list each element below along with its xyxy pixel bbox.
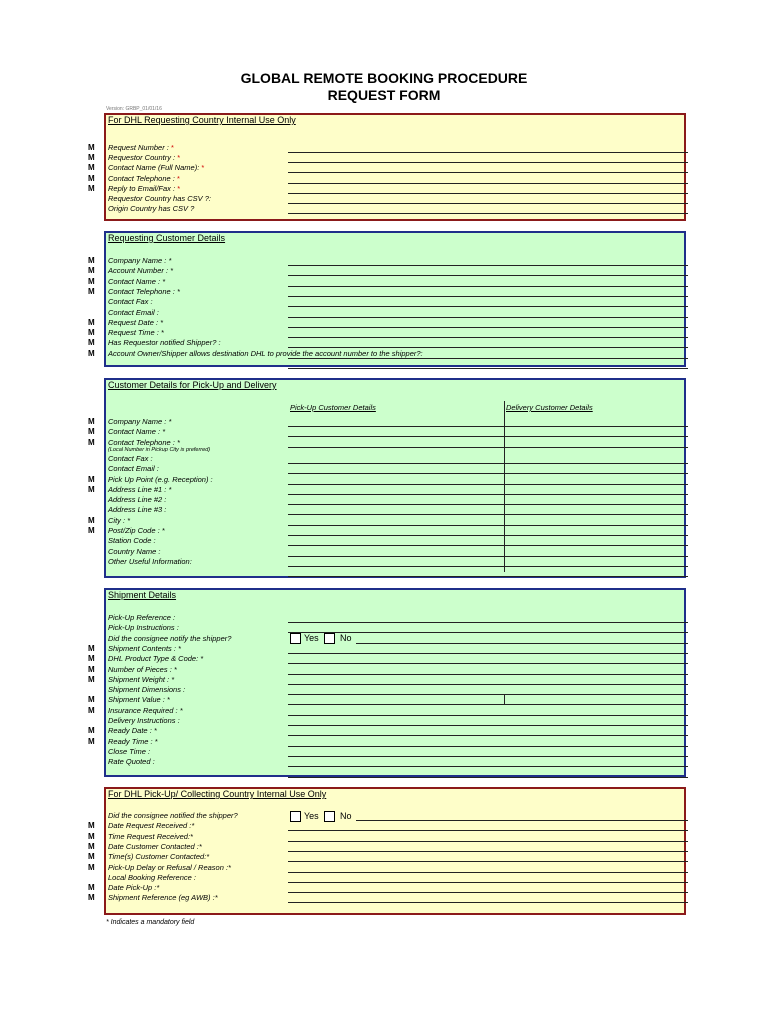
mandatory-marker: M	[88, 841, 95, 851]
field-label-text: Request Date : *	[108, 317, 164, 327]
field-input-line[interactable]	[288, 296, 688, 297]
field-label	[108, 842, 202, 851]
field-label	[108, 516, 130, 525]
field-label-text: City : *	[108, 515, 131, 525]
field-label	[108, 644, 181, 653]
field-input-line[interactable]	[288, 327, 688, 328]
field-label	[108, 832, 193, 841]
field-label-text: DHL Product Type & Code: *	[108, 654, 204, 664]
field-label	[108, 716, 180, 725]
section-title: Shipment Details	[108, 590, 177, 600]
field-label-text: Contact Fax :	[108, 453, 153, 463]
field-label-text: Local Booking Reference :	[108, 872, 196, 882]
field-input-line[interactable]	[288, 535, 688, 536]
field-label	[108, 194, 211, 203]
field-label-text: Contact Email :	[108, 464, 159, 474]
field-input-line[interactable]	[288, 473, 688, 474]
field-label-text: Shipment Contents : *	[108, 643, 181, 653]
field-label	[108, 287, 180, 296]
field-input-line[interactable]	[288, 484, 688, 485]
field-label-text: Shipment Value : *	[108, 695, 170, 705]
field-label-text: Request Time : *	[108, 328, 164, 338]
field-label-text: Country Name :	[108, 546, 161, 556]
field-label	[108, 695, 170, 704]
field-label	[108, 526, 165, 535]
mandatory-marker: M	[88, 726, 95, 736]
field-input-line[interactable]	[288, 213, 688, 214]
field-label-text: Delivery Instructions :	[108, 716, 180, 725]
field-label	[108, 613, 175, 622]
field-label-text: Did the consignee notified the shipper?	[108, 811, 238, 820]
mandatory-marker: M	[88, 883, 95, 893]
field-label	[108, 757, 155, 766]
field-label-text: Requestor Country has CSV ?:	[108, 194, 211, 203]
field-input-line[interactable]	[288, 275, 688, 276]
field-label-text: Insurance Required : *	[108, 705, 183, 715]
field-label	[108, 634, 231, 643]
field-label	[108, 328, 164, 337]
field-label	[108, 204, 194, 213]
section-title: Customer Details for Pick-Up and Delivery	[108, 380, 277, 390]
consignee-notified-no-checkbox[interactable]	[324, 811, 335, 822]
field-input-line[interactable]	[288, 704, 688, 705]
section-shipment-details	[104, 588, 686, 777]
mandatory-marker: M	[88, 417, 95, 426]
field-input-line[interactable]	[288, 674, 688, 675]
section-pickup-delivery	[104, 378, 686, 578]
field-label	[108, 475, 213, 484]
field-label	[108, 811, 238, 820]
mandatory-marker: M	[88, 664, 95, 674]
field-input-line[interactable]	[288, 766, 688, 767]
column-header-pickup: Pick-Up Customer Details	[290, 403, 376, 412]
field-label-text: Requestor Country :	[108, 153, 176, 163]
consignee-yes-label: Yes	[304, 633, 319, 643]
field-label	[108, 821, 194, 830]
field-input-line[interactable]	[288, 162, 688, 163]
field-label-text: Close Time :	[108, 746, 151, 756]
field-label	[108, 685, 185, 694]
mandatory-marker: M	[88, 862, 95, 872]
field-label-text: Contact Email :	[108, 307, 159, 317]
field-label	[108, 308, 159, 317]
field-label-text: Pick Up Point (e.g. Reception) :	[108, 474, 213, 484]
required-asterisk: *	[199, 163, 205, 173]
field-label-text: Time Request Received:*	[108, 831, 193, 841]
field-input-line[interactable]	[288, 777, 688, 778]
field-input-line[interactable]	[288, 183, 688, 184]
section-collecting-internal	[104, 787, 686, 915]
field-label	[108, 349, 423, 358]
field-label	[108, 536, 156, 545]
field-label-text: Contact Telephone : *	[108, 286, 180, 296]
field-label-text: Has Requestor notified Shipper? :	[108, 338, 221, 348]
section-requesting-customer	[104, 231, 686, 367]
field-label	[108, 726, 157, 735]
section-internal-use	[104, 113, 686, 221]
field-input-line[interactable]	[288, 684, 688, 685]
field-label	[108, 297, 153, 306]
field-label-text: Station Code :	[108, 536, 156, 546]
field-label	[108, 143, 174, 152]
field-label-text: Pick-Up Delay or Refusal / Reason :*	[108, 862, 231, 872]
field-input-line[interactable]	[288, 317, 688, 318]
mandatory-marker: M	[88, 484, 95, 494]
mandatory-marker: M	[88, 674, 95, 684]
field-label-text: Post/Zip Code : *	[108, 526, 165, 535]
field-input-line[interactable]	[356, 820, 688, 821]
field-input-line[interactable]	[288, 193, 688, 194]
field-input-line[interactable]	[288, 902, 688, 903]
field-input-line[interactable]	[288, 337, 688, 338]
required-asterisk: *	[168, 143, 174, 152]
field-label-text: Pick-Up Reference :	[108, 613, 176, 622]
field-input-line[interactable]	[288, 830, 688, 831]
field-input-line[interactable]	[288, 545, 688, 546]
field-label	[108, 427, 165, 436]
field-label-text: Rate Quoted :	[108, 757, 155, 767]
consignee-notified-yes-label: Yes	[304, 811, 319, 821]
mandatory-marker: M	[88, 526, 95, 535]
mandatory-footnote: * Indicates a mandatory field	[106, 919, 195, 926]
field-label	[108, 277, 165, 286]
field-input-line[interactable]	[288, 715, 688, 716]
field-label-text: Address Line #2 :	[108, 495, 167, 505]
mandatory-marker: M	[88, 515, 95, 525]
required-asterisk: *	[174, 173, 180, 183]
field-input-line[interactable]	[288, 735, 688, 736]
field-label	[108, 464, 159, 473]
field-label-text: Date Request Received :*	[108, 821, 195, 831]
field-input-line[interactable]	[288, 306, 688, 307]
mandatory-marker: M	[88, 328, 95, 338]
mandatory-marker: M	[88, 831, 95, 841]
field-label	[108, 883, 159, 892]
field-label-text: Address Line #1 : *	[108, 484, 172, 494]
field-label	[108, 706, 183, 715]
field-input-line[interactable]	[288, 447, 688, 448]
mandatory-marker: M	[88, 654, 95, 664]
mandatory-marker: M	[88, 695, 95, 705]
field-label	[108, 654, 203, 663]
field-label-text: Contact Name : *	[108, 276, 166, 286]
mandatory-marker: M	[88, 183, 95, 193]
field-label	[108, 153, 180, 162]
field-label-text: Request Number :	[108, 143, 169, 152]
field-label	[108, 852, 209, 861]
field-label-text: Shipment Weight : *	[108, 674, 175, 684]
field-input-line[interactable]	[288, 504, 688, 505]
section-title: For DHL Requesting Country Internal Use Only	[108, 115, 296, 125]
field-label	[108, 863, 231, 872]
field-label	[108, 737, 158, 746]
field-input-line[interactable]	[288, 872, 688, 873]
field-label-text: Contact Fax :	[108, 297, 153, 307]
field-label-text: Contact Telephone : *	[108, 437, 180, 447]
mandatory-marker: M	[88, 173, 95, 183]
column-header-delivery: Delivery Customer Details	[506, 403, 593, 412]
field-input-line[interactable]	[288, 841, 688, 842]
field-label-text: Date Pick-Up :*	[108, 883, 160, 893]
field-label-text: Time(s) Customer Contacted:*	[108, 852, 210, 862]
mandatory-marker: M	[88, 736, 95, 746]
mandatory-marker: M	[88, 705, 95, 715]
field-label	[108, 623, 179, 632]
mandatory-marker: M	[88, 276, 95, 286]
field-input-line[interactable]	[288, 622, 688, 623]
field-input-line[interactable]	[356, 643, 688, 644]
field-input-line[interactable]	[288, 725, 688, 726]
mandatory-marker: M	[88, 153, 95, 163]
field-label	[108, 485, 171, 494]
section-title: Requesting Customer Details	[108, 233, 226, 243]
field-label	[108, 547, 161, 556]
field-label-text: Account Number : *	[108, 266, 174, 276]
mandatory-marker: M	[88, 143, 95, 152]
field-label	[108, 495, 166, 504]
mandatory-marker: M	[88, 852, 95, 862]
field-label-text: Did the consignee notify the shipper?	[108, 633, 232, 643]
mandatory-marker: M	[88, 338, 95, 348]
required-asterisk: *	[175, 183, 181, 193]
mandatory-marker: M	[88, 266, 95, 276]
field-label-text: Number of Pieces : *	[108, 664, 177, 674]
field-input-line[interactable]	[288, 152, 688, 153]
form-title-line1: GLOBAL REMOTE BOOKING PROCEDURE	[240, 70, 528, 86]
mandatory-marker: M	[88, 474, 95, 484]
mandatory-marker: M	[88, 893, 95, 903]
field-input-line[interactable]	[288, 172, 688, 173]
field-input-line[interactable]	[288, 861, 688, 862]
field-label	[108, 438, 180, 447]
field-input-line[interactable]	[288, 358, 688, 359]
mandatory-marker: M	[88, 427, 95, 437]
field-label	[108, 256, 171, 265]
mandatory-marker: M	[88, 437, 95, 447]
consignee-yes-checkbox[interactable]	[290, 633, 301, 644]
mandatory-marker: M	[88, 286, 95, 296]
mandatory-marker: M	[88, 163, 95, 173]
field-input-line[interactable]	[288, 525, 688, 526]
field-label	[108, 318, 163, 327]
consignee-no-label: No	[340, 633, 352, 643]
field-input-line[interactable]	[288, 494, 688, 495]
column-divider	[504, 401, 505, 572]
field-label	[108, 417, 171, 426]
field-label-text: Ready Date : *	[108, 726, 157, 736]
field-label-text: Date Customer Contacted :*	[108, 841, 202, 851]
field-label-text: Company Name : *	[108, 256, 172, 265]
field-input-line[interactable]	[288, 882, 688, 883]
mandatory-marker: M	[88, 317, 95, 327]
field-label-text: Contact Telephone :	[108, 173, 175, 183]
field-label	[108, 163, 204, 172]
form-title-line2: REQUEST FORM	[327, 87, 441, 103]
field-label-text: Contact Name : *	[108, 427, 166, 437]
field-label	[108, 266, 173, 275]
field-input-line[interactable]	[288, 756, 688, 757]
field-label	[108, 665, 177, 674]
field-label-text: Ready Time : *	[108, 736, 158, 746]
field-input-line[interactable]	[288, 663, 688, 664]
field-input-line[interactable]	[288, 694, 688, 695]
section-title: For DHL Pick-Up/ Collecting Country Internal Use Only	[108, 789, 327, 799]
required-asterisk: *	[175, 153, 181, 163]
field-label	[108, 893, 218, 902]
field-input-line[interactable]	[288, 514, 688, 515]
field-input-line[interactable]	[288, 892, 688, 893]
field-label-text: Account Owner/Shipper allows destination DHL to provide the account number to the shipper?:	[108, 348, 423, 358]
field-label	[108, 338, 221, 347]
field-label-text: Shipment Dimensions :	[108, 685, 186, 695]
field-label	[108, 557, 192, 566]
consignee-notified-yes-checkbox[interactable]	[290, 811, 301, 822]
field-input-line[interactable]	[288, 265, 688, 266]
consignee-no-checkbox[interactable]	[324, 633, 335, 644]
field-label-text: Company Name : *	[108, 417, 172, 426]
field-input-line[interactable]	[288, 368, 688, 369]
field-label-text: Origin Country has CSV ?	[108, 204, 195, 214]
field-label-text: Shipment Reference (eg AWB) :*	[108, 893, 218, 903]
consignee-notified-no-label: No	[340, 811, 352, 821]
field-label-text: Other Useful Information:	[108, 556, 192, 566]
field-label	[108, 184, 180, 193]
mandatory-marker: M	[88, 821, 95, 831]
telephone-hint: (Local Number in Pickup City is preferred)	[108, 447, 211, 453]
field-input-line[interactable]	[288, 463, 688, 464]
field-input-line[interactable]	[288, 203, 688, 204]
version-label: Version: GRBP_01/01/16	[106, 106, 162, 112]
field-label-text: Contact Name (Full Name):	[108, 163, 200, 173]
field-input-line[interactable]	[288, 556, 688, 557]
mandatory-marker: M	[88, 643, 95, 653]
mandatory-marker: M	[88, 348, 95, 358]
field-input-line[interactable]	[288, 576, 688, 577]
field-input-line[interactable]	[288, 426, 688, 427]
field-label	[108, 454, 153, 463]
mandatory-marker: M	[88, 256, 95, 265]
field-input-line[interactable]	[288, 436, 688, 437]
field-input-line[interactable]	[288, 566, 688, 567]
field-input-line[interactable]	[288, 851, 688, 852]
field-label	[108, 747, 150, 756]
field-input-line[interactable]	[288, 746, 688, 747]
field-input-line[interactable]	[288, 653, 688, 654]
field-input-line[interactable]	[288, 632, 688, 633]
column-divider	[504, 694, 505, 704]
field-label	[108, 174, 180, 183]
field-label	[108, 505, 166, 514]
field-label-text: Pick-Up Instructions :	[108, 623, 179, 633]
field-label-text: Reply to Email/Fax :	[108, 183, 176, 193]
field-label-text: Address Line #3 :	[108, 505, 167, 515]
field-input-line[interactable]	[288, 286, 688, 287]
field-label	[108, 873, 196, 882]
field-label	[108, 675, 174, 684]
